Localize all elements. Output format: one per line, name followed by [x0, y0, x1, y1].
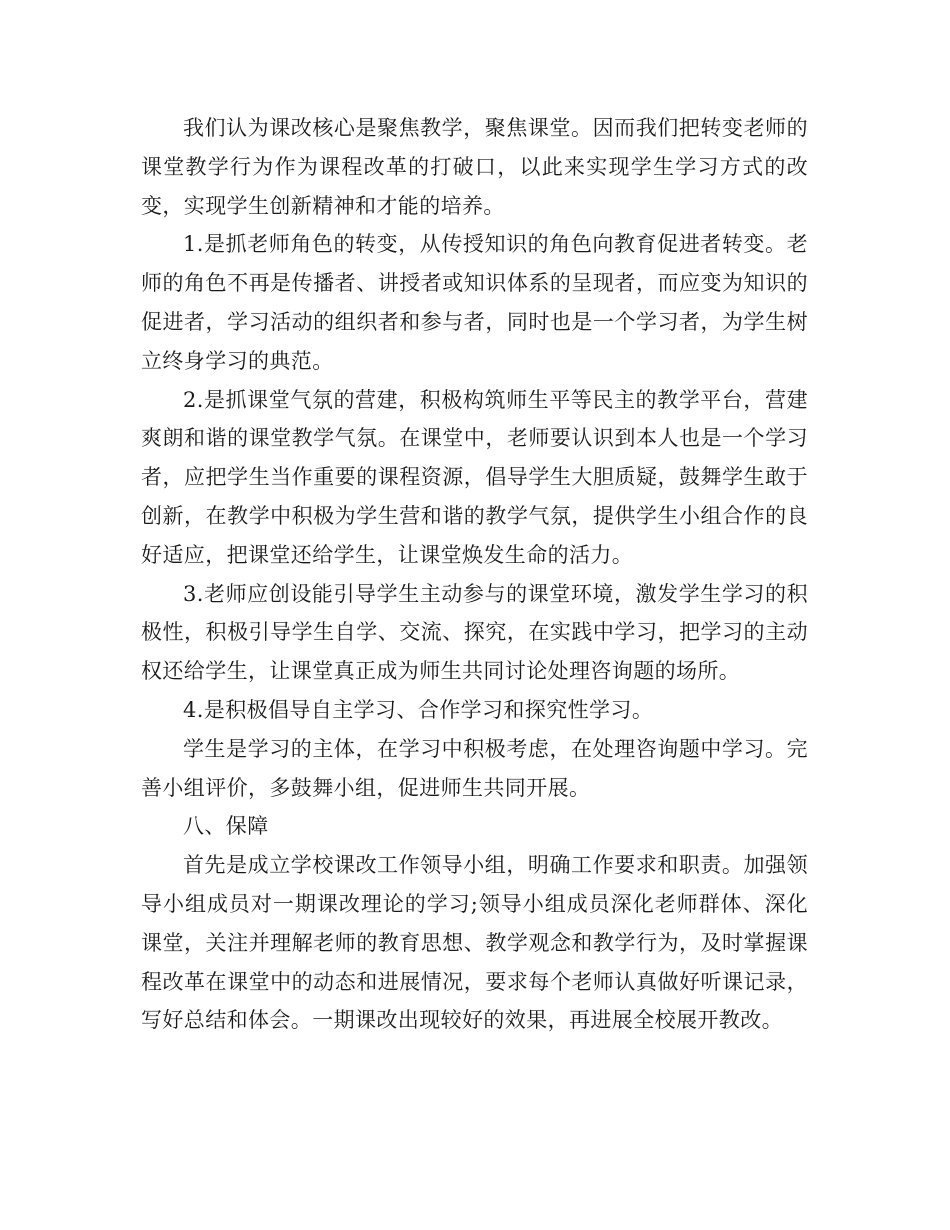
- document-body: [141, 109, 808, 1040]
- paragraph-item-1: 1.是抓老师角色的转变，从传授知识的角色向教育促进者转变。老师的角色不再是传播者、讲授者或知识体系的呈现者，而应变为知识的促进者，学习活动的组织者和参与者，同时也是一个学习者，为学生树立终身学习的典范。: [141, 232, 808, 373]
- paragraph-item-4: 4.是积极倡导自主学习、合作学习和探究性学习。: [183, 697, 654, 722]
- paragraph-item-2: 2.是抓课堂气氛的营建，积极构筑师生平等民主的教学平台，营建爽朗和谐的课堂教学气氛。在课堂中，老师要认识到本人也是一个学习者，应把学生当作重要的课程资源，倡导学生大胆质疑，鼓舞学生敢于创新，在教学中积极为学生营和谐的教学气氛，提供学生小组合作的良好适应，把课堂还给学生，让课堂焕发生命的活力。: [141, 387, 808, 567]
- section-heading-guarantee: 八、保障: [183, 814, 269, 839]
- paragraph-intro: 我们认为课改核心是聚焦教学，聚焦课堂。因而我们把转变老师的课堂教学行为作为课程改革的打破口，以此来实现学生学习方式的改变，实现学生创新精神和才能的培养。: [141, 116, 808, 218]
- paragraph-guarantee: 首先是成立学校课改工作领导小组，明确工作要求和职责。加强领导小组成员对一期课改理论的学习;领导小组成员深化老师群体、深化课堂，关注并理解老师的教育思想、教学观念和教学行为，及时掌握课程改革在课堂中的动态和进展情况，要求每个老师认真做好听课记录，写好总结和体会。一期课改出现较好的效果，再进展全校展开教改。: [141, 853, 808, 1033]
- paragraph-student-subject: 学生是学习的主体，在学习中积极考虑，在处理咨询题中学习。完善小组评价，多鼓舞小组，促进师生共同开展。: [141, 736, 808, 800]
- paragraph-item-3: 3.老师应创设能引导学生主动参与的课堂环境，激发学生学习的积极性，积极引导学生自学、交流、探究，在实践中学习，把学习的主动权还给学生，让课堂真正成为师生共同讨论处理咨询题的场所。: [141, 581, 808, 684]
